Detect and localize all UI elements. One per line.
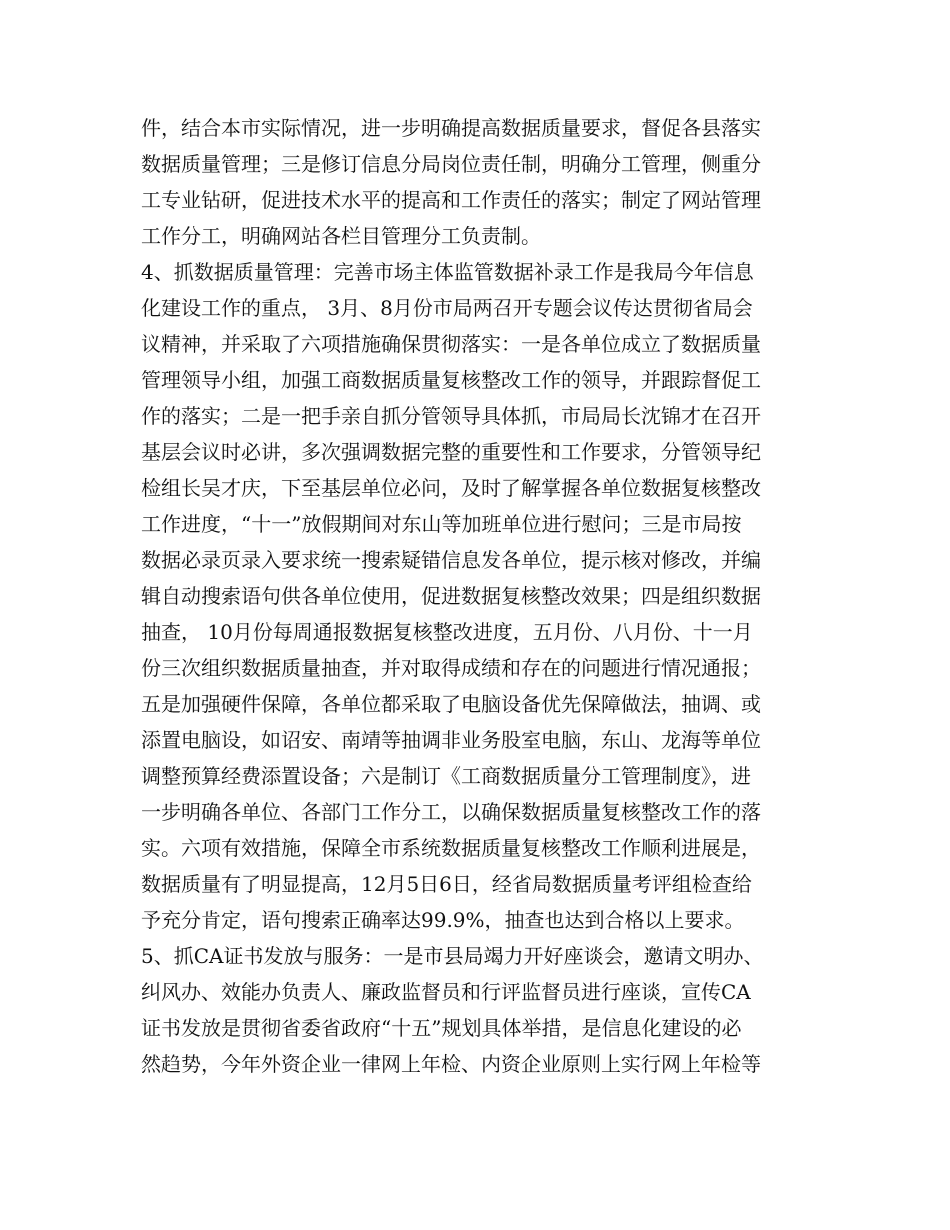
text-line: 议精神，并采取了六项措施确保贯彻落实：一是各单位成立了数据质量 bbox=[141, 332, 761, 356]
text-line: 数据质量管理；三是修订信息分局岗位责任制，明确分工管理，侧重分 bbox=[141, 152, 761, 176]
text-line: 工专业钻研，促进技术水平的提高和工作责任的落实；制定了网站管理 bbox=[141, 188, 761, 212]
text-line: 件，结合本市实际情况，进一步明确提高数据质量要求，督促各县落实 bbox=[141, 116, 761, 140]
text-line: 数据质量有了明显提高，12月5日6日，经省局数据质量考评组检查给 bbox=[141, 872, 752, 896]
text-line: 4、抓数据质量管理：完善市场主体监管数据补录工作是我局今年信息 bbox=[141, 260, 754, 284]
text-line: 作的落实；二是一把手亲自抓分管领导具体抓，市局局长沈锦才在召开 bbox=[141, 404, 761, 428]
text-line: 5、抓CA证书发放与服务：一是市县局竭力开好座谈会，邀请文明办、 bbox=[141, 944, 764, 968]
text-line: 抽查， 10月份每周通报数据复核整改进度，五月份、八月份、十一月 bbox=[141, 620, 753, 644]
text-line: 工作进度，“十一”放假期间对东山等加班单位进行慰问；三是市局按 bbox=[141, 512, 742, 536]
text-line: 工作分工，明确网站各栏目管理分工负责制。 bbox=[141, 224, 541, 248]
text-line: 予充分肯定，语句搜索正确率达99.9%，抽查也达到合格以上要求。 bbox=[141, 908, 745, 932]
text-line: 然趋势，今年外资企业一律网上年检、内资企业原则上实行网上年检等 bbox=[141, 1052, 761, 1076]
text-line: 纠风办、效能办负责人、廉政监督员和行评监督员进行座谈，宣传CA bbox=[141, 980, 751, 1004]
text-line: 份三次组织数据质量抽查，并对取得成绩和存在的问题进行情况通报； bbox=[141, 656, 761, 680]
document-body bbox=[141, 110, 821, 1082]
text-line: 辑自动搜索语句供各单位使用，促进数据复核整改效果；四是组织数据 bbox=[141, 584, 761, 608]
text-line: 调整预算经费添置设备；六是制订《工商数据质量分工管理制度》，进 bbox=[141, 764, 751, 788]
text-line: 添置电脑设，如诏安、南靖等抽调非业务股室电脑，东山、龙海等单位 bbox=[141, 728, 761, 752]
text-line: 实。六项有效措施，保障全市系统数据质量复核整改工作顺利进展是， bbox=[141, 836, 761, 860]
text-line: 基层会议时必讲，多次强调数据完整的重要性和工作要求，分管领导纪 bbox=[141, 440, 761, 464]
text-line: 五是加强硬件保障，各单位都采取了电脑设备优先保障做法，抽调、或 bbox=[141, 692, 761, 716]
text-line: 证书发放是贯彻省委省政府“十五”规划具体举措，是信息化建设的必 bbox=[141, 1016, 742, 1040]
text-line: 管理领导小组，加强工商数据质量复核整改工作的领导，并跟踪督促工 bbox=[141, 368, 761, 392]
text-line: 化建设工作的重点， 3月、8月份市局两召开专题会议传达贯彻省局会 bbox=[141, 296, 753, 320]
text-line: 检组长吴才庆，下至基层单位必问，及时了解掌握各单位数据复核整改 bbox=[141, 476, 761, 500]
text-line: 数据必录页录入要求统一搜索疑错信息发各单位，提示核对修改，并编 bbox=[141, 548, 761, 572]
text-line: 一步明确各单位、各部门工作分工，以确保数据质量复核整改工作的落 bbox=[141, 800, 761, 824]
